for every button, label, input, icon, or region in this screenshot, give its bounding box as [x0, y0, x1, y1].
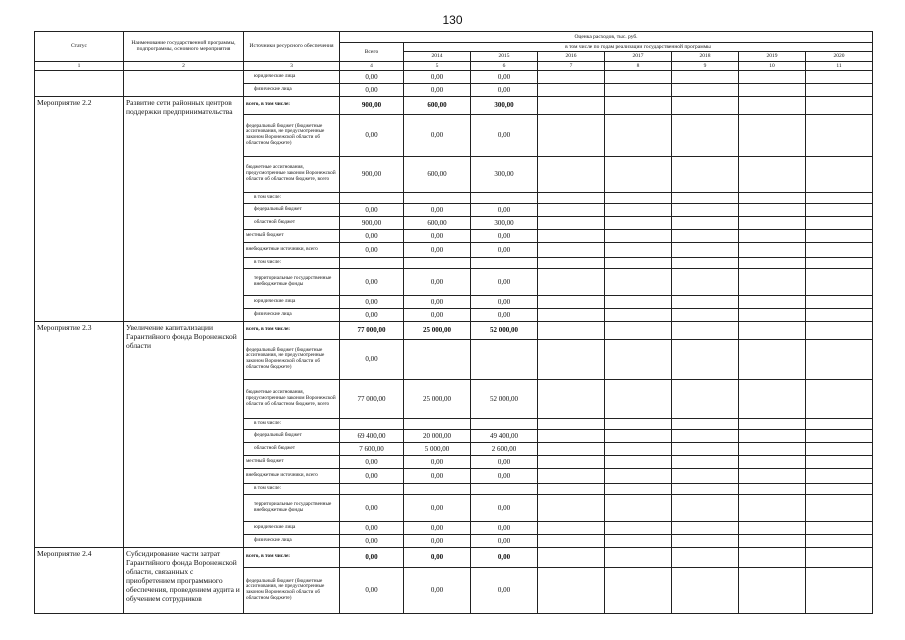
row-source: в том числе: [244, 418, 340, 429]
empty-cell [806, 203, 873, 216]
empty-cell [672, 494, 739, 521]
empty-cell [672, 308, 739, 321]
empty-cell [672, 547, 739, 567]
empty-cell [739, 494, 806, 521]
row-total: 0,00 [340, 295, 404, 308]
empty-cell [605, 547, 672, 567]
row-value-2014: 0,00 [404, 268, 471, 295]
empty-cell [806, 494, 873, 521]
empty-cell [672, 83, 739, 96]
row-source: территориальные государственные внебюджетные фонды [244, 494, 340, 521]
empty-cell [739, 156, 806, 192]
header-total: Всего [340, 43, 404, 62]
empty-cell [538, 229, 605, 242]
empty-cell [605, 203, 672, 216]
row-value-2014: 0,00 [404, 308, 471, 321]
empty-cell [806, 521, 873, 534]
header-year: 2018 [672, 52, 739, 61]
empty-cell [739, 521, 806, 534]
empty-cell [605, 455, 672, 468]
empty-cell [672, 483, 739, 494]
row-value-2015: 0,00 [471, 494, 538, 521]
column-number: 5 [404, 61, 471, 70]
empty-cell [739, 242, 806, 257]
empty-cell [672, 295, 739, 308]
empty-cell [605, 83, 672, 96]
empty-cell [806, 339, 873, 379]
row-value-2014: 0,00 [404, 468, 471, 483]
row-value-2014: 0,00 [404, 229, 471, 242]
empty-cell [739, 468, 806, 483]
empty-cell [739, 114, 806, 156]
empty-cell [605, 96, 672, 114]
empty-cell [806, 442, 873, 455]
empty-cell [672, 534, 739, 547]
row-total: 69 400,00 [340, 429, 404, 442]
empty-cell [672, 379, 739, 418]
table-row [35, 96, 873, 114]
column-number: 8 [605, 61, 672, 70]
empty-cell [605, 567, 672, 613]
row-value-2015: 0,00 [471, 534, 538, 547]
empty-cell [739, 379, 806, 418]
empty-cell [806, 295, 873, 308]
empty-cell [538, 70, 605, 83]
empty-cell [806, 308, 873, 321]
empty-cell [538, 83, 605, 96]
empty-cell [605, 418, 672, 429]
empty-cell [739, 455, 806, 468]
column-number: 9 [672, 61, 739, 70]
empty-cell [538, 534, 605, 547]
empty-cell [739, 429, 806, 442]
header-sources: Источники ресурсного обеспечения [244, 32, 340, 62]
empty-cell [672, 216, 739, 229]
row-source: местный бюджет [244, 229, 340, 242]
row-total: 0,00 [340, 229, 404, 242]
empty-cell [538, 418, 605, 429]
empty-cell [739, 567, 806, 613]
row-value-2014 [404, 418, 471, 429]
row-source: всего, в том числе: [244, 547, 340, 567]
empty-cell [605, 229, 672, 242]
empty-cell [739, 295, 806, 308]
row-value-2014: 0,00 [404, 295, 471, 308]
row-value-2015: 300,00 [471, 96, 538, 114]
row-value-2014: 600,00 [404, 156, 471, 192]
row-source: федеральный бюджет (бюджетные ассигнования, не предусмотренные законом Воронежской области об областном бюджете) [244, 339, 340, 379]
empty-cell [538, 442, 605, 455]
empty-cell [672, 70, 739, 83]
column-number: 1 [35, 61, 124, 70]
empty-cell [672, 96, 739, 114]
row-total: 0,00 [340, 567, 404, 613]
row-total: 0,00 [340, 114, 404, 156]
header-year: 2020 [806, 52, 873, 61]
empty-cell [672, 257, 739, 268]
empty-cell [538, 521, 605, 534]
row-total: 0,00 [340, 468, 404, 483]
row-source: внебюджетные источники, всего [244, 242, 340, 257]
empty-cell [739, 216, 806, 229]
row-value-2014: 0,00 [404, 567, 471, 613]
empty-cell [605, 216, 672, 229]
empty-cell [806, 455, 873, 468]
column-number: 10 [739, 61, 806, 70]
empty-cell [739, 442, 806, 455]
empty-cell [806, 321, 873, 339]
row-value-2014: 20 000,00 [404, 429, 471, 442]
empty-cell [538, 242, 605, 257]
empty-cell [672, 468, 739, 483]
row-source: федеральный бюджет (бюджетные ассигнования, не предусмотренные законом Воронежской области об областном бюджете) [244, 567, 340, 613]
empty-cell [739, 418, 806, 429]
row-value-2015 [471, 257, 538, 268]
row-program: Субсидирование части затрат Гарантийного фонда Воронежской области, связанных с приобретением программного обеспечения, проведением аудита и обучением сотрудников [124, 547, 244, 613]
row-value-2014: 600,00 [404, 216, 471, 229]
row-total: 900,00 [340, 156, 404, 192]
row-total: 0,00 [340, 494, 404, 521]
row-value-2015: 2 600,00 [471, 442, 538, 455]
empty-cell [806, 379, 873, 418]
header-estimate: Оценка расходов, тыс. руб. [340, 32, 873, 43]
empty-cell [739, 483, 806, 494]
empty-cell [672, 268, 739, 295]
empty-cell [605, 156, 672, 192]
empty-cell [672, 442, 739, 455]
row-total: 77 000,00 [340, 321, 404, 339]
empty-cell [672, 418, 739, 429]
row-source: всего, в том числе: [244, 321, 340, 339]
empty-cell [672, 455, 739, 468]
empty-cell [538, 192, 605, 203]
empty-cell [538, 494, 605, 521]
row-value-2014: 0,00 [404, 547, 471, 567]
row-total: 0,00 [340, 308, 404, 321]
row-total: 0,00 [340, 268, 404, 295]
empty-cell [806, 216, 873, 229]
row-total: 0,00 [340, 521, 404, 534]
empty-cell [806, 70, 873, 83]
empty-cell [806, 192, 873, 203]
row-total: 0,00 [340, 70, 404, 83]
empty-cell [806, 418, 873, 429]
empty-cell [538, 216, 605, 229]
row-value-2014 [404, 192, 471, 203]
row-total: 0,00 [340, 534, 404, 547]
row-source: внебюджетные источники, всего [244, 468, 340, 483]
row-program: Увеличение капитализации Гарантийного фонда Воронежской области [124, 321, 244, 547]
empty-cell [605, 192, 672, 203]
empty-cell [538, 379, 605, 418]
empty-cell [672, 567, 739, 613]
row-program: Развитие сети районных центров поддержки предпринимательства [124, 96, 244, 321]
row-source: бюджетные ассигнования, предусмотренные законом Воронежской области об областном бюджете, всего [244, 156, 340, 192]
row-total [340, 257, 404, 268]
row-source: всего, в том числе: [244, 96, 340, 114]
row-value-2014: 0,00 [404, 83, 471, 96]
empty-cell [806, 114, 873, 156]
empty-cell [739, 268, 806, 295]
header-year: 2019 [739, 52, 806, 61]
empty-cell [672, 321, 739, 339]
row-total: 0,00 [340, 242, 404, 257]
empty-cell [538, 468, 605, 483]
row-value-2014: 0,00 [404, 534, 471, 547]
empty-cell [672, 242, 739, 257]
column-number: 11 [806, 61, 873, 70]
empty-cell [806, 547, 873, 567]
row-value-2015: 0,00 [471, 521, 538, 534]
row-value-2015 [471, 483, 538, 494]
row-value-2014 [404, 483, 471, 494]
row-total [340, 483, 404, 494]
empty-cell [538, 429, 605, 442]
empty-cell [806, 96, 873, 114]
row-value-2015: 49 400,00 [471, 429, 538, 442]
row-total: 77 000,00 [340, 379, 404, 418]
row-value-2014: 0,00 [404, 114, 471, 156]
row-status: Мероприятие 2.2 [35, 96, 124, 321]
row-value-2014: 0,00 [404, 455, 471, 468]
empty-cell [538, 295, 605, 308]
row-value-2014: 600,00 [404, 96, 471, 114]
row-value-2015: 0,00 [471, 308, 538, 321]
empty-cell [605, 242, 672, 257]
row-value-2014: 5 000,00 [404, 442, 471, 455]
empty-cell [806, 229, 873, 242]
empty-cell [672, 521, 739, 534]
empty-cell [605, 295, 672, 308]
page-number: 130 [442, 13, 463, 27]
header-status: Статус [35, 32, 124, 62]
row-value-2014 [404, 339, 471, 379]
row-total [340, 192, 404, 203]
row-value-2014: 0,00 [404, 70, 471, 83]
empty-cell [739, 257, 806, 268]
row-status: Мероприятие 2.3 [35, 321, 124, 547]
row-value-2015: 0,00 [471, 547, 538, 567]
budget-table [34, 31, 873, 614]
row-source: юридические лица [244, 521, 340, 534]
row-source: областной бюджет [244, 216, 340, 229]
table-row [35, 547, 873, 567]
empty-cell [538, 203, 605, 216]
empty-cell [739, 547, 806, 567]
empty-cell [739, 534, 806, 547]
empty-cell [538, 308, 605, 321]
header-program: Наименование государственной программы, подпрограммы, основного мероприятия [124, 32, 244, 62]
header-year: 2017 [605, 52, 672, 61]
row-value-2015 [471, 418, 538, 429]
empty-cell [806, 257, 873, 268]
empty-cell [538, 114, 605, 156]
row-total: 0,00 [340, 547, 404, 567]
empty-cell [806, 156, 873, 192]
empty-cell [605, 257, 672, 268]
row-total: 0,00 [340, 455, 404, 468]
row-total [340, 418, 404, 429]
row-value-2015 [471, 339, 538, 379]
empty-cell [672, 203, 739, 216]
row-source: в том числе: [244, 257, 340, 268]
row-value-2015: 52 000,00 [471, 379, 538, 418]
row-value-2015: 0,00 [471, 295, 538, 308]
row-total: 0,00 [340, 203, 404, 216]
empty-cell [806, 242, 873, 257]
row-value-2015: 300,00 [471, 216, 538, 229]
empty-cell [672, 192, 739, 203]
row-total: 7 600,00 [340, 442, 404, 455]
empty-cell [739, 83, 806, 96]
empty-cell [605, 379, 672, 418]
empty-cell [605, 268, 672, 295]
empty-cell [605, 339, 672, 379]
row-source: областной бюджет [244, 442, 340, 455]
row-value-2014: 0,00 [404, 494, 471, 521]
row-value-2015: 0,00 [471, 455, 538, 468]
empty-cell [672, 229, 739, 242]
empty-cell [672, 114, 739, 156]
empty-cell [739, 321, 806, 339]
empty-cell [739, 70, 806, 83]
column-number: 2 [124, 61, 244, 70]
empty-cell [605, 114, 672, 156]
row-source: территориальные государственные внебюджетные фонды [244, 268, 340, 295]
row-value-2014: 25 000,00 [404, 321, 471, 339]
empty-cell [672, 339, 739, 379]
empty-cell [538, 547, 605, 567]
empty-cell [672, 429, 739, 442]
row-source: физические лица [244, 83, 340, 96]
empty-cell [538, 567, 605, 613]
empty-cell [538, 483, 605, 494]
row-value-2015: 0,00 [471, 468, 538, 483]
empty-cell [605, 429, 672, 442]
row-source: физические лица [244, 534, 340, 547]
row-value-2015: 300,00 [471, 156, 538, 192]
empty-cell [538, 455, 605, 468]
row-value-2015: 0,00 [471, 203, 538, 216]
empty-cell [605, 70, 672, 83]
empty-cell [806, 429, 873, 442]
empty-cell [538, 156, 605, 192]
row-source: федеральный бюджет [244, 203, 340, 216]
header-year: 2016 [538, 52, 605, 61]
row-value-2015: 52 000,00 [471, 321, 538, 339]
row-value-2014: 0,00 [404, 242, 471, 257]
header-by-years: в том числе по годам реализации государственной программы [404, 43, 873, 52]
table-row [35, 321, 873, 339]
empty-cell [538, 257, 605, 268]
empty-cell [806, 483, 873, 494]
empty-cell [806, 268, 873, 295]
header-year: 2015 [471, 52, 538, 61]
row-value-2015: 0,00 [471, 268, 538, 295]
row-total: 900,00 [340, 216, 404, 229]
empty-cell [739, 96, 806, 114]
row-value-2014: 25 000,00 [404, 379, 471, 418]
row-total: 0,00 [340, 83, 404, 96]
empty-cell [605, 442, 672, 455]
row-value-2015: 0,00 [471, 70, 538, 83]
row-status [35, 70, 124, 96]
empty-cell [605, 483, 672, 494]
empty-cell [605, 468, 672, 483]
empty-cell [538, 268, 605, 295]
empty-cell [672, 156, 739, 192]
row-source: в том числе: [244, 192, 340, 203]
row-source: в том числе: [244, 483, 340, 494]
row-source: юридические лица [244, 70, 340, 83]
empty-cell [739, 339, 806, 379]
row-value-2015: 0,00 [471, 114, 538, 156]
empty-cell [806, 468, 873, 483]
row-source: федеральный бюджет [244, 429, 340, 442]
row-value-2014: 0,00 [404, 203, 471, 216]
empty-cell [739, 203, 806, 216]
empty-cell [538, 96, 605, 114]
empty-cell [605, 534, 672, 547]
row-value-2014 [404, 257, 471, 268]
table-row [35, 70, 873, 83]
empty-cell [806, 534, 873, 547]
empty-cell [605, 521, 672, 534]
empty-cell [806, 567, 873, 613]
row-value-2015: 0,00 [471, 567, 538, 613]
row-source: физические лица [244, 308, 340, 321]
row-source: юридические лица [244, 295, 340, 308]
column-number: 7 [538, 61, 605, 70]
row-value-2015: 0,00 [471, 229, 538, 242]
row-source: местный бюджет [244, 455, 340, 468]
column-number: 3 [244, 61, 340, 70]
empty-cell [538, 339, 605, 379]
row-total: 900,00 [340, 96, 404, 114]
empty-cell [538, 321, 605, 339]
row-value-2015: 0,00 [471, 242, 538, 257]
row-value-2015 [471, 192, 538, 203]
empty-cell [806, 83, 873, 96]
empty-cell [739, 308, 806, 321]
row-value-2014: 0,00 [404, 521, 471, 534]
empty-cell [605, 321, 672, 339]
column-number: 4 [340, 61, 404, 70]
header-year: 2014 [404, 52, 471, 61]
empty-cell [605, 494, 672, 521]
empty-cell [605, 308, 672, 321]
column-number: 6 [471, 61, 538, 70]
row-total: 0,00 [340, 339, 404, 379]
row-program [124, 70, 244, 96]
row-value-2015: 0,00 [471, 83, 538, 96]
empty-cell [739, 229, 806, 242]
empty-cell [739, 192, 806, 203]
row-status: Мероприятие 2.4 [35, 547, 124, 613]
row-source: федеральный бюджет (бюджетные ассигнования, не предусмотренные законом Воронежской области об областном бюджете) [244, 114, 340, 156]
row-source: бюджетные ассигнования, предусмотренные законом Воронежской области об областном бюджете, всего [244, 379, 340, 418]
